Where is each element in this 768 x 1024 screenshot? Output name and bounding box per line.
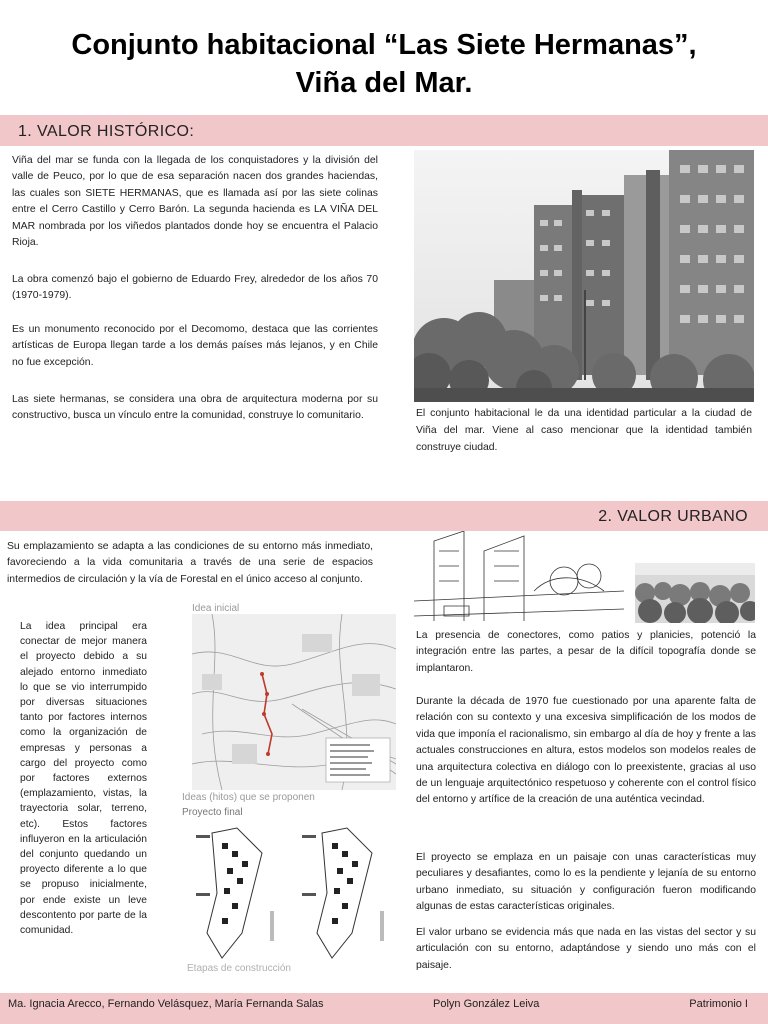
landscape-photo: [635, 563, 755, 623]
urban-intro-paragraph: Su emplazamiento se adapta a las condiciones de su entorno más inmediato, favoreciendo a la vida comunitaria a través de una serie de espacios intermedios de circulación y la vía de Forestal en el único acceso al conjunto.: [7, 541, 373, 585]
history-paragraph-1: Viña del mar se funda con la llegada de los conquistadores y la división del valle de Peuco, por lo que de esa separación nacen dos grandes haciendas, las cuales son SIETE HERMANAS, que es llamada así por las siete colinas entre el Cerro Castillo y Cerro Barón. La segunda hacienda es LA VIÑA DEL MAR nombrada por los viñedos plantados donde hoy se encuentra el Palacio Rioja.: [12, 155, 378, 249]
section-2-heading: 2. VALOR URBANO: [598, 508, 748, 525]
street-sketch: [414, 531, 624, 625]
footer-authors: Ma. Ignacia Arecco, Fernando Velásquez, María Fernanda Salas: [8, 998, 324, 1010]
urban-right-paragraph-2: Durante la década de 1970 fue cuestionado por una aparente falta de relación con su contexto y una excesiva simplificación de los modos de vida que imponía el racionalismo, sin embargo al día de hoy y frente a las actuales construcciones en altura, estos modelos son modelos reales de una arquitectura colectiva en diálogo con lo preexistente, gracias al uso de un lenguaje arquitectónico respetuoso y coherente con el control físico del entorno y artífice de la creación de una auténtica vecindad.: [416, 696, 756, 806]
urban-right-paragraph-3: El proyecto se emplaza en un paisaje con unas características muy peculiares y desafiantes, como lo es la pendiente y lejanía de su entorno urbano inmediato, su situación y configuración fueron modificando algunas de estas características originales.: [416, 852, 756, 913]
title-line-1: Conjunto habitacional “Las Siete Hermanas”,: [71, 29, 697, 61]
poster-title: [0, 26, 768, 102]
urban-right-paragraph-1: La presencia de conectores, como patios y planicies, potenció la integración entre las partes, a pesar de la difícil topografía donde se implantaron.: [416, 630, 756, 674]
building-photo: [414, 150, 754, 402]
section-1-heading: 1. VALOR HISTÓRICO:: [18, 123, 195, 140]
title-line-2: Viña del Mar.: [295, 67, 473, 99]
label-proyecto-final: Proyecto final: [182, 807, 243, 818]
building-photo-caption: El conjunto habitacional le da una identidad particular a la ciudad de Viña del mar. Viene al caso mencionar que la identidad también construye ciudad.: [416, 408, 752, 453]
history-paragraph-3: Es un monumento reconocido por el Decomomo, destaca que las corrientes artísticas de Europa llegan tarde a los demás países más lejanos, y en Chile no fue excepción.: [12, 324, 378, 368]
label-ideas-hitos: Ideas (hitos) que se proponen: [182, 792, 315, 803]
history-paragraph-2: La obra comenzó bajo el gobierno de Eduardo Frey, alrededor de los años 70 (1970-1979).: [12, 274, 378, 302]
construction-stages-plans: [192, 823, 388, 963]
footer-course: Patrimonio I: [689, 998, 748, 1010]
history-paragraph-4: Las siete hermanas, se considera una obra de arquitectura moderna por su constructivo, busca un vínculo entre la comunidad, construye lo comunitario.: [12, 394, 378, 422]
urban-side-paragraph: La idea principal era conectar de mejor manera el proyecto debido a su alejado entorno inmediato lo que se vio interrumpido por diversas situaciones tanto por factores internos como la organización de empresas y personas a cargo del proyecto como por factores externos (emplazamiento, vistas, la trayectoria solar, terreno, etc). Estos factores influyeron en la articulación del conjunto quedando un proyecto diferente a lo que se propuso inicialmente, por ende existe un leve descontento por parte de la comunidad.: [20, 621, 147, 937]
label-etapas: Etapas de construcción: [187, 963, 291, 974]
site-plan-map: [192, 614, 396, 790]
label-idea-inicial: Idea inicial: [192, 603, 240, 614]
footer-teacher: Polyn González Leiva: [433, 998, 540, 1010]
urban-right-paragraph-4: El valor urbano se evidencia más que nada en las vistas del sector y su articulación con su entorno, adaptándose y siendo uno más con el paisaje.: [416, 927, 756, 971]
